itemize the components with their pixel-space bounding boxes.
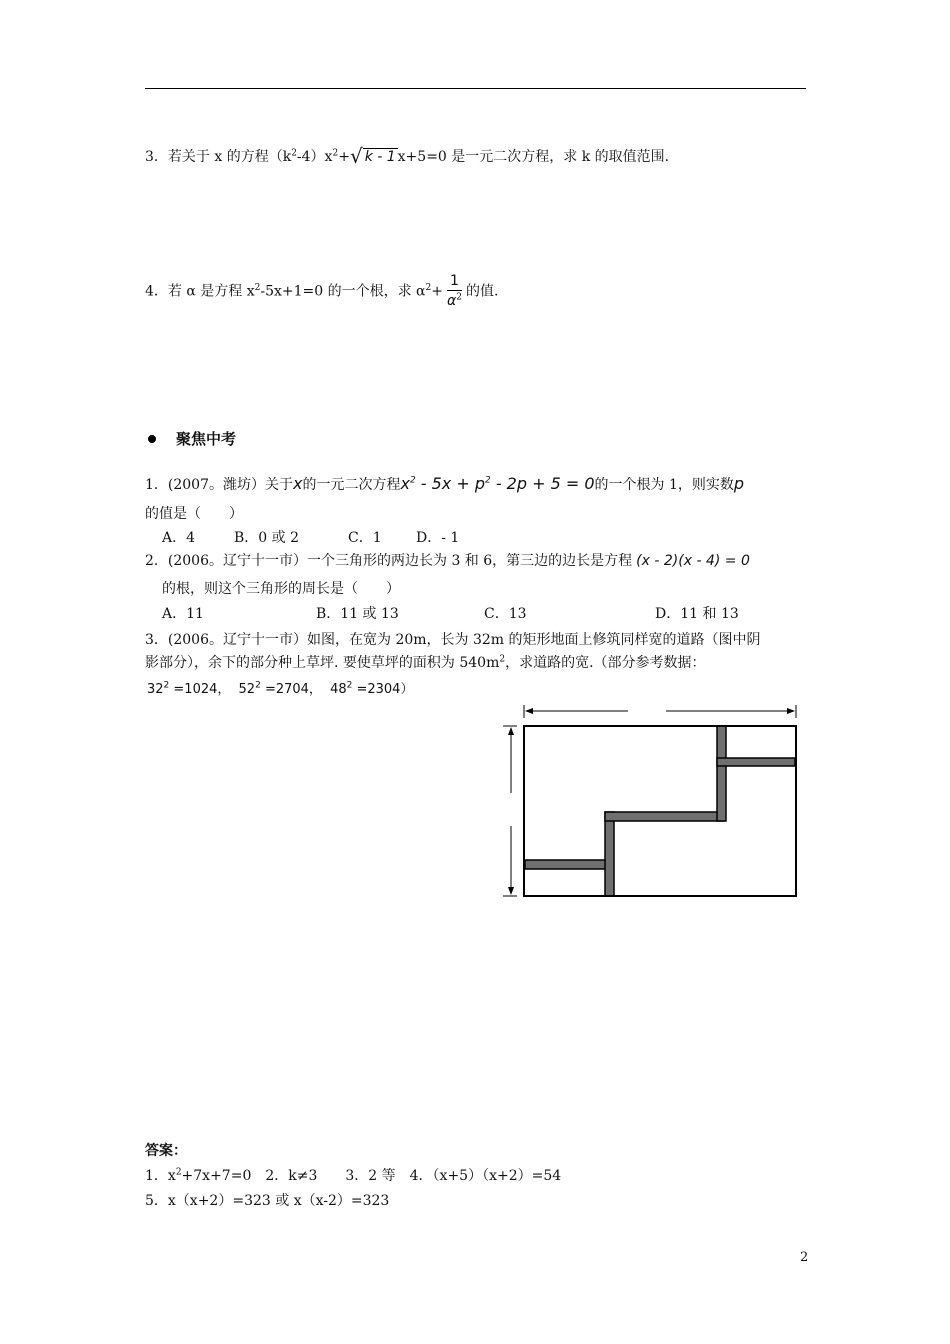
problem-2: 2．(2006。辽宁十一市）一个三角形的两边长为 3 和 6，第三边的边长是方程 (x - 2)(x - 4) = 0 [145, 553, 750, 569]
option-a: A．4 [162, 530, 196, 546]
section-title: 聚焦中考 [148, 428, 236, 449]
option-b: B．11 或 13 [316, 606, 399, 622]
problem-3: 3．(2006。辽宁十一市）如图，在宽为 20m，长为 32m 的矩形地面上修筑同样宽的道路（图中阴 [145, 632, 761, 648]
problem-3-reference-data: $32^2 =1024$， $52^2 =2704$， $48^2 =2304$） [147, 680, 414, 697]
header-rule [145, 88, 806, 89]
option-c: C．1 [348, 530, 382, 546]
option-b: B．0 或 2 [234, 530, 300, 546]
problem-2-options [162, 603, 782, 623]
sqrt-radicand: k - 1 [364, 149, 396, 165]
fraction: $\frac{1}{\alpha^2}$ [446, 273, 462, 309]
answers-line-2: 5．x（x+2）=323 或 x（x-2）=323 [145, 1193, 390, 1209]
problem-1-line2: 的值是（ ） [145, 506, 243, 522]
option-d: D．- 1 [416, 530, 460, 546]
question-4: 4．若 α 是方程 $x^2-5x+1=0$ 的一个根，求 $\alpha^2+$ $\frac{1}{\alpha^2}$ 的值. [145, 273, 499, 309]
problem-1-options [162, 527, 562, 547]
answers-title: 答案： [145, 1143, 187, 1159]
option-d: D．11 和 13 [655, 606, 739, 622]
option-c: C．13 [484, 606, 527, 622]
road-diagram [495, 698, 805, 903]
bullet-icon [148, 435, 156, 443]
question-3: 3．若关于 x 的方程$(k^2-4)x^2+√$ k - 1 x+5=0 是一元二次方程，求 k 的取值范围． [145, 144, 679, 168]
option-a: A．11 [162, 606, 204, 622]
problem-1: 1．(2007。潍坊）关于x的一元二次方程$x^2 - 5x + p^2 - 2p + 5 = 0$的一个根为 1，则实数p [145, 474, 745, 493]
problem-2-line2: 的根，则这个三角形的周长是（ ） [162, 581, 400, 597]
page-number: 2 [800, 1250, 809, 1265]
answers-line-1: 1．$x^2+7x+7=0$ 2．k≠3 3．2 等 4．（x+5）（x+2）=54 [145, 1167, 562, 1184]
problem-3-line2: 影部分），余下的部分种上草坪. 要使草坪的面积为 $540m^2$，求道路的宽.（部分参考数据： [145, 654, 706, 671]
